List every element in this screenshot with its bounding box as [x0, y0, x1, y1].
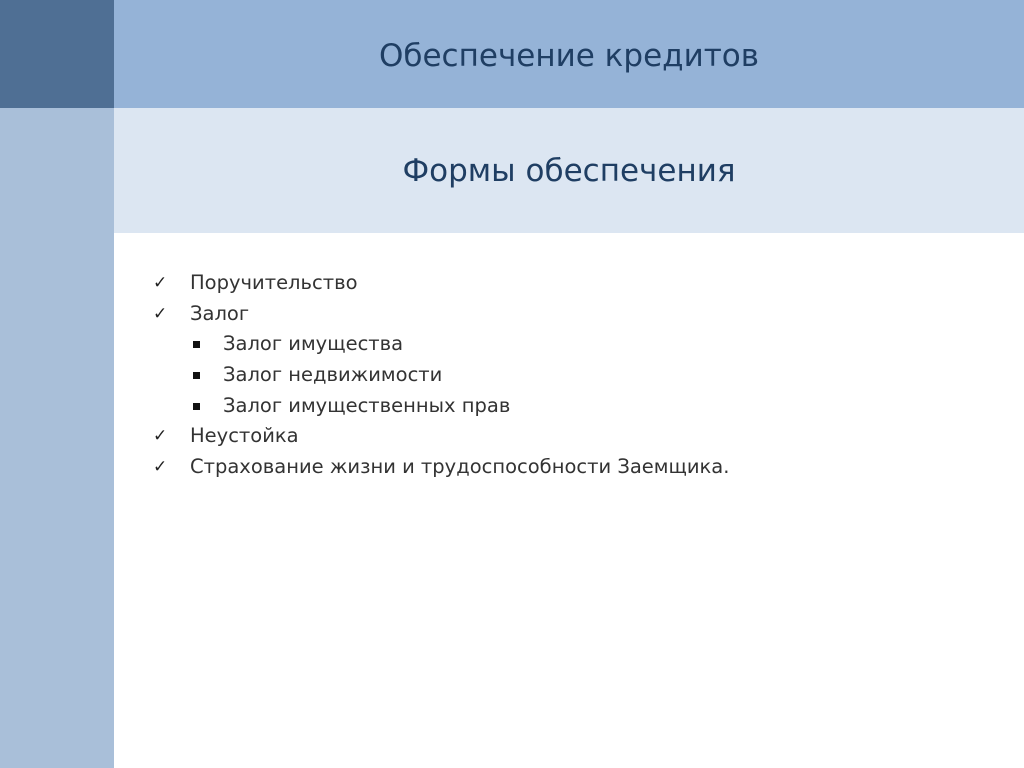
square-bullet-icon	[193, 341, 200, 348]
list-item	[150, 299, 980, 330]
square-bullet-icon	[193, 403, 200, 410]
list-item	[150, 421, 980, 452]
list-item-text: Залог	[190, 301, 250, 325]
list-subitem	[150, 391, 980, 422]
corner-decoration	[0, 0, 114, 108]
list-subitem-text: Залог имущества	[223, 332, 404, 356]
bullet-list	[150, 268, 980, 483]
square-bullet-icon	[193, 372, 200, 379]
list-subitem-text: Залог недвижимости	[223, 363, 443, 387]
list-item-text: Поручительство	[190, 271, 358, 294]
list-subitem	[150, 360, 980, 391]
list-subitem	[150, 329, 980, 360]
slide-subtitle: Формы обеспечения	[402, 153, 736, 189]
list-item-text: Неустойка	[190, 424, 299, 448]
left-decorative-strip	[0, 108, 114, 768]
list-item	[150, 452, 980, 483]
slide-title: Обеспечение кредитов	[378, 38, 760, 74]
check-icon: ✓	[153, 457, 168, 478]
list-item	[150, 268, 980, 299]
list-item-text: Страхование жизни и трудоспособности Заемщика.	[190, 455, 730, 479]
list-subitem-text: Залог имущественных прав	[223, 393, 511, 417]
check-icon: ✓	[153, 303, 168, 324]
check-icon: ✓	[153, 426, 168, 447]
check-icon: ✓	[153, 273, 168, 293]
